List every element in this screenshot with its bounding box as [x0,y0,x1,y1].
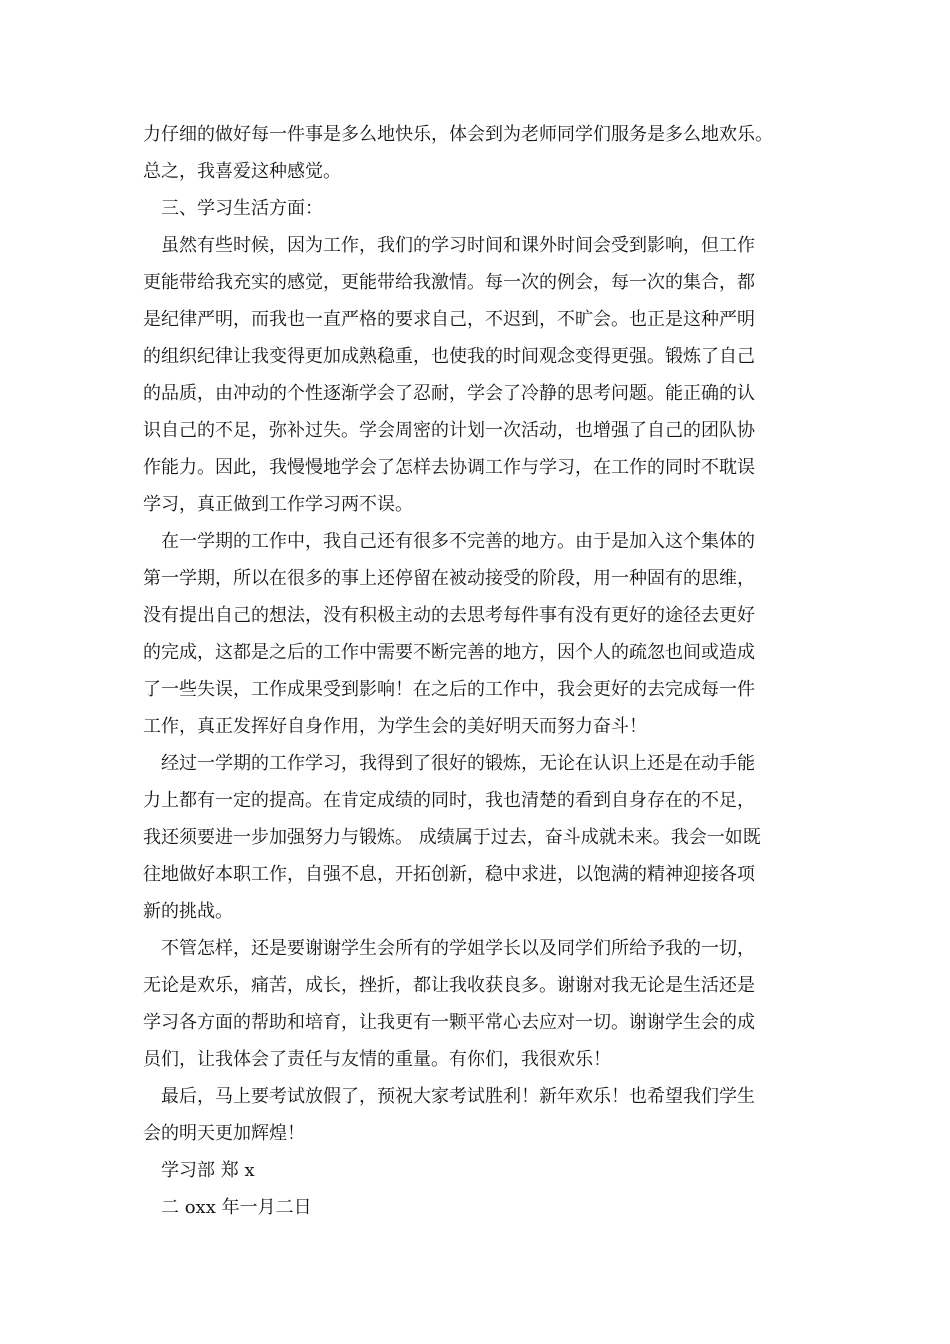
body-line: 会的明天更加辉煌！ [143,1123,305,1144]
body-line: 无论是欢乐，痛苦，成长，挫折，都让我收获良多。谢谢对我无论是生活还是 [143,975,755,996]
signature-department: 学习部 郑 x [143,1160,255,1181]
body-line: 更能带给我充实的感觉，更能带给我激情。每一次的例会，每一次的集合，都 [143,272,755,293]
body-line: 力仔细的做好每一件事是多么地快乐，体会到为老师同学们服务是多么地欢乐。 [143,124,773,145]
body-line: 没有提出自己的想法，没有积极主动的去思考每件事有没有更好的途径去更好 [143,605,755,626]
body-line: 工作，真正发挥好自身作用，为学生会的美好明天而努力奋斗！ [143,716,647,737]
body-line: 是纪律严明，而我也一直严格的要求自己，不迟到，不旷会。也正是这种严明 [143,309,755,330]
body-line: 不管怎样，还是要谢谢学生会所有的学姐学长以及同学们所给予我的一切， [143,938,755,959]
body-line: 新的挑战。 [143,901,233,922]
signature-date: 二 oxx 年一月二日 [143,1197,312,1218]
body-line: 第一学期，所以在很多的事上还停留在被动接受的阶段，用一种固有的思维， [143,568,755,589]
body-line: 员们，让我体会了责任与友情的重量。有你们，我很欢乐！ [143,1049,611,1070]
body-line: 往地做好本职工作，自强不息，开拓创新，稳中求进，以饱满的精神迎接各项 [143,864,755,885]
body-line: 了一些失误，工作成果受到影响！在之后的工作中，我会更好的去完成每一件 [143,679,755,700]
body-line: 的品质，由冲动的个性逐渐学会了忍耐，学会了冷静的思考问题。能正确的认 [143,383,755,404]
body-line: 力上都有一定的提高。在肯定成绩的同时，我也清楚的看到自身存在的不足， [143,790,755,811]
body-line: 的完成，这都是之后的工作中需要不断完善的地方，因个人的疏忽也间或造成 [143,642,755,663]
body-line: 总之，我喜爱这种感觉。 [143,161,341,182]
body-line: 的组织纪律让我变得更加成熟稳重，也使我的时间观念变得更强。锻炼了自己 [143,346,755,367]
body-line: 识自己的不足，弥补过失。学会周密的计划一次活动，也增强了自己的团队协 [143,420,755,441]
body-line: 在一学期的工作中，我自己还有很多不完善的地方。由于是加入这个集体的 [143,531,755,552]
body-line: 最后，马上要考试放假了，预祝大家考试胜利！新年欢乐！也希望我们学生 [143,1086,755,1107]
section-heading: 三、学习生活方面： [143,198,323,219]
body-line: 作能力。因此，我慢慢地学会了怎样去协调工作与学习，在工作的同时不耽误 [143,457,755,478]
document-body [143,116,823,1226]
body-line: 虽然有些时候，因为工作，我们的学习时间和课外时间会受到影响，但工作 [143,235,755,256]
body-line: 学习各方面的帮助和培育，让我更有一颗平常心去应对一切。谢谢学生会的成 [143,1012,755,1033]
body-line: 我还须要进一步加强努力与锻炼。 成绩属于过去，奋斗成就未来。我会一如既 [143,827,761,848]
body-line: 经过一学期的工作学习，我得到了很好的锻炼，无论在认识上还是在动手能 [143,753,755,774]
body-line: 学习，真正做到工作学习两不误。 [143,494,413,515]
